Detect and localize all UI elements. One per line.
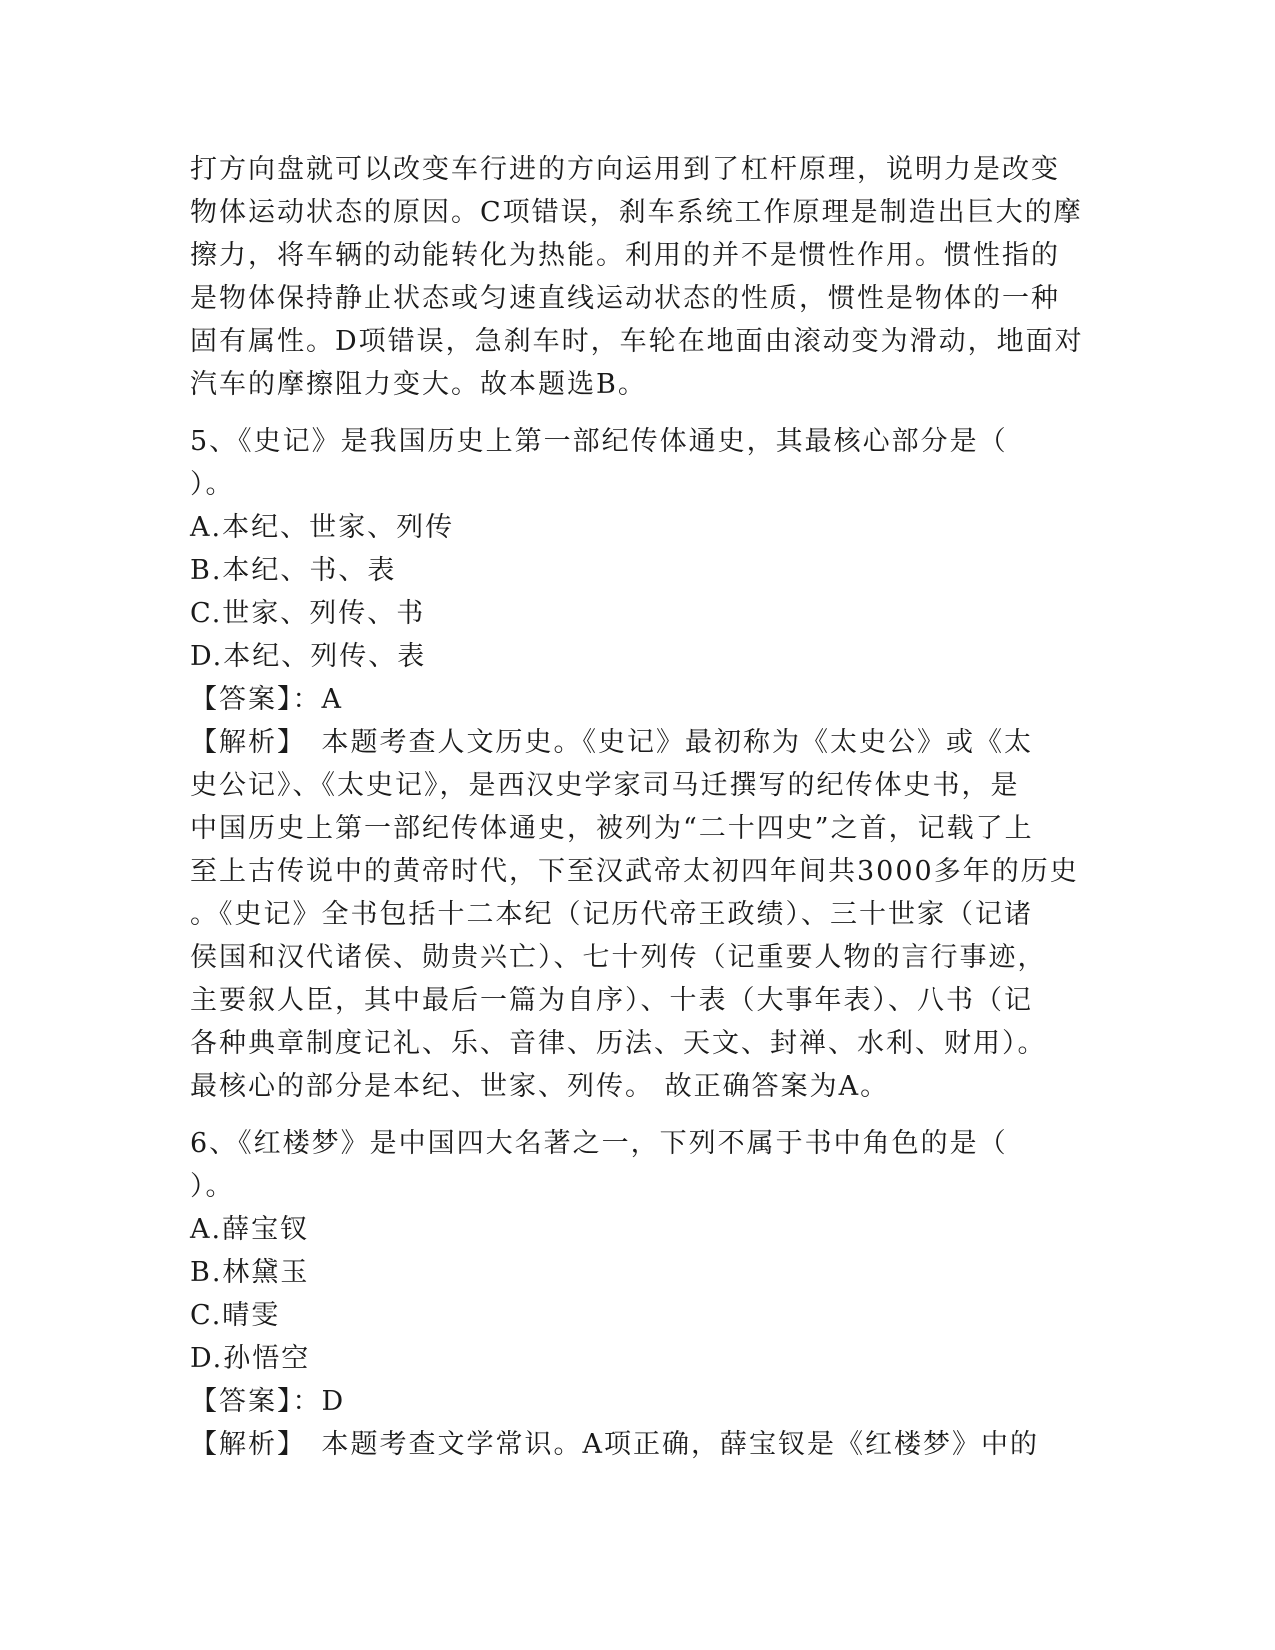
option-d: D.孙悟空 (190, 1343, 311, 1374)
analysis-line: 最核心的部分是本纪、世家、列传。 故正确答案为A。 (190, 1071, 890, 1102)
analysis-line: 【解析】 本题考查文学常识。A项正确，薛宝钗是《红楼梦》中的 (190, 1429, 1039, 1460)
analysis-line: 至上古传说中的黄帝时代，下至汉武帝太初四年间共3000多年的历史 (190, 856, 1079, 887)
answer-line: 【答案】：A (190, 684, 343, 715)
analysis-line: 侯国和汉代诸侯、勋贵兴亡）、七十列传（记重要人物的言行事迹， (190, 942, 1047, 973)
question-stem: ）。 (190, 1171, 235, 1202)
text-line: 汽车的摩擦阻力变大。故本题选B。 (190, 369, 647, 400)
option-c: C.世家、列传、书 (190, 598, 426, 629)
previous-analysis-continuation (190, 148, 1090, 406)
answer-line: 【答案】：D (190, 1386, 346, 1417)
text-line: 是物体保持静止状态或匀速直线运动状态的性质，惯性是物体的一种 (190, 283, 1060, 314)
option-c: C.晴雯 (190, 1300, 281, 1331)
text-line: 打方向盘就可以改变车行进的方向运用到了杠杆原理，说明力是改变 (190, 154, 1060, 185)
text-line: 物体运动状态的原因。C项错误，刹车系统工作原理是制造出巨大的摩 (190, 197, 1083, 228)
analysis-line: 中国历史上第一部纪传体通史，被列为“二十四史”之首，记载了上 (190, 813, 1034, 844)
option-a: A.薛宝钗 (190, 1214, 310, 1245)
option-b: B.林黛玉 (190, 1257, 310, 1288)
analysis-line: 【解析】 本题考查人文历史。《史记》最初称为《太史公》或《太 (190, 727, 1033, 758)
question-6 (190, 1122, 1090, 1466)
text-line: 擦力，将车辆的动能转化为热能。利用的并不是惯性作用。惯性指的 (190, 240, 1060, 271)
question-stem: 5、《史记》是我国历史上第一部纪传体通史，其最核心部分是（ (190, 426, 1008, 457)
analysis-line: 各种典章制度记礼、乐、音律、历法、天文、封禅、水利、财用）。 (190, 1028, 1047, 1059)
option-d: D.本纪、列传、表 (190, 641, 427, 672)
question-stem: 6、《红楼梦》是中国四大名著之一，下列不属于书中角色的是（ (190, 1128, 1008, 1159)
analysis-line: 。《史记》全书包括十二本纪（记历代帝王政绩）、三十世家（记诸 (190, 899, 1033, 930)
option-b: B.本纪、书、表 (190, 555, 397, 586)
analysis-line: 史公记》、《太史记》，是西汉史学家司马迁撰写的纪传体史书，是 (190, 770, 1020, 801)
document-page (190, 148, 1090, 1466)
text-line: 固有属性。D项错误，急刹车时，车轮在地面由滚动变为滑动，地面对 (190, 326, 1084, 357)
analysis-line: 主要叙人臣，其中最后一篇为自序）、十表（大事年表）、八书（记 (190, 985, 1033, 1016)
question-5 (190, 420, 1090, 1108)
option-a: A.本纪、世家、列传 (190, 512, 455, 543)
question-stem: ）。 (190, 469, 235, 500)
